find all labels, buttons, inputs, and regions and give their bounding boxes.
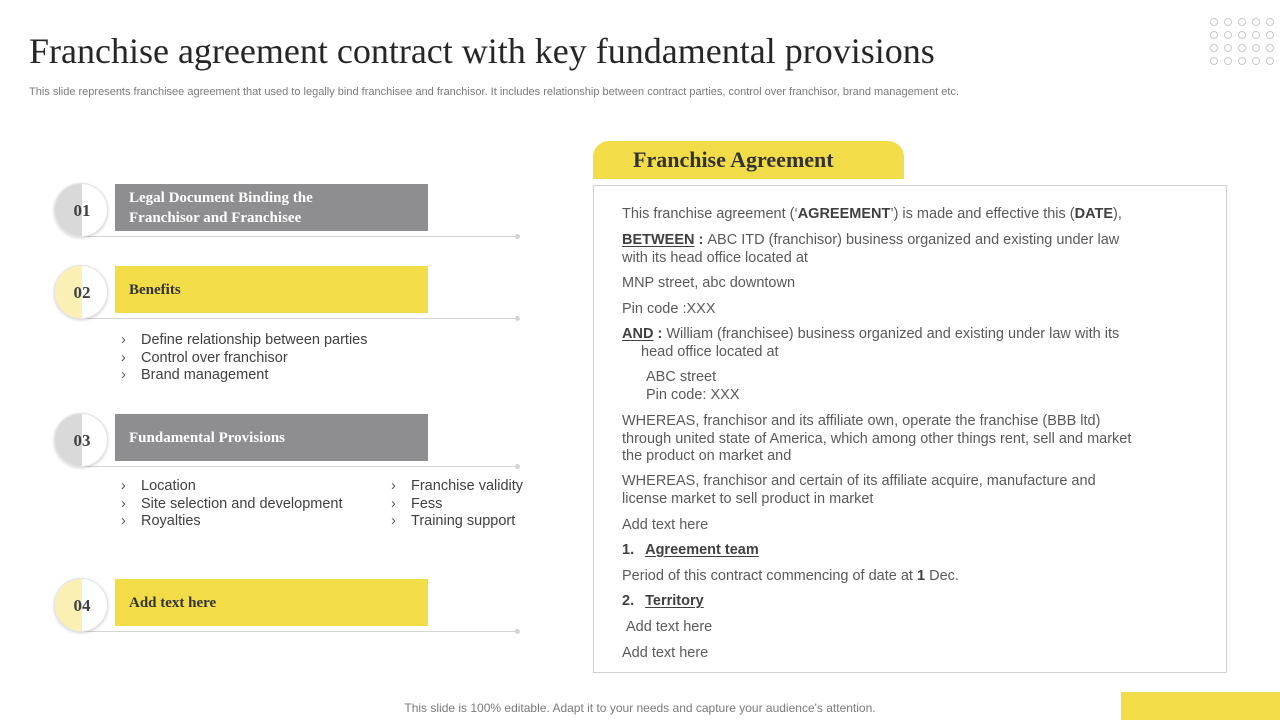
list-item: › Site selection and development [121,496,343,514]
agreement-pin-1: Pin code :XXX [622,301,716,317]
step-02-number-circle [54,265,108,319]
step-04-label: Add text here [129,594,217,611]
step-02-label: Benefits [129,281,181,298]
footer-note: This slide is 100% editable. Adapt it to your needs and capture your audience's attention. [404,701,876,715]
step-02-number: 02 [73,283,91,302]
step-04-number: 04 [73,596,91,615]
step-01-label-line1: Legal Document Binding the [129,189,313,206]
step-04-number-circle [54,578,108,632]
step-01-bar [115,184,428,231]
step-01-number: 01 [73,201,91,220]
list-item: › Location [121,478,343,496]
step-underline [84,236,518,237]
agreement-address-1: MNP street, abc downtown [622,275,796,291]
step-underline [84,318,518,319]
step-01-number-circle [54,183,108,237]
page-subtitle: This slide represents franchisee agreement that used to legally bind franchisee and franchisor. It includes relationship between contract parties, control over franchisor, brand management etc. [29,86,960,98]
provisions-list-right [391,478,523,531]
list-item: › Control over franchisor [121,350,368,368]
list-item: › Brand management [121,367,368,385]
agreement-whereas-2: WHEREAS, franchisor and certain of its affiliate acquire, manufacture and license market to sell product in market [622,473,1096,507]
decorative-dot-grid [1208,16,1280,68]
step-01-label-line2: Franchisor and Franchisee [129,209,302,226]
agreement-whereas-1: WHEREAS, franchisor and its affiliate own, operate the franchise (BBB ltd) through united state of America, which among other things rent, sell and market the product on market and [622,413,1132,464]
agreement-intro: This franchise agreement (‘AGREEMENT’) is made and effective this (DATE), [622,206,1122,222]
step-03-label: Fundamental Provisions [129,429,285,446]
agreement-and: AND : William (franchisee) business organized and existing under law with its head office located at [622,326,1120,360]
step-underline-dot [515,316,520,321]
agreement-add-text: Add text here [626,619,713,635]
step-04-bar [115,579,428,626]
step-underline-dot [515,234,520,239]
agreement-add-text: Add text here [622,645,709,661]
benefits-list [121,332,368,385]
step-underline-dot [515,629,520,634]
step-underline [84,466,518,467]
agreement-between: BETWEEN : ABC ITD (franchisor) business organized and existing under law with its head office located at [622,232,1120,266]
step-underline [84,631,518,632]
agreement-address-2: ABC street [646,369,717,385]
step-03-number-circle [54,413,108,467]
step-03-number: 03 [73,431,91,450]
agreement-heading: Franchise Agreement [633,147,834,172]
agreement-item-2: 2. Territory [622,593,704,609]
step-03-bar [115,414,428,461]
step-underline-dot [515,464,520,469]
corner-accent [1121,692,1280,720]
list-item: › Royalties [121,513,343,531]
provisions-list-left [121,478,343,531]
agreement-item-1: 1. Agreement team [622,542,759,558]
list-item: › Fess [391,496,523,514]
list-item: › Training support [391,513,523,531]
agreement-add-text: Add text here [622,517,709,533]
agreement-pin-2: Pin code: XXX [646,387,740,403]
step-02-bar [115,266,428,313]
list-item: › Define relationship between parties [121,332,368,350]
agreement-period: Period of this contract commencing of date at 1 Dec. [622,568,959,584]
page-title: Franchise agreement contract with key fundamental provisions [29,31,935,71]
list-item: › Franchise validity [391,478,523,496]
